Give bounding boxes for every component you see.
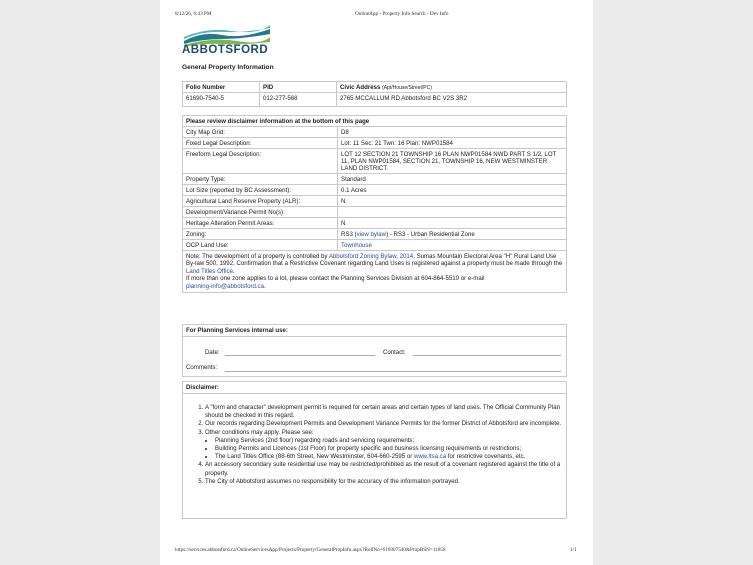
zoning-label: Zoning: <box>183 229 338 240</box>
list-item: 1. A "form and character" development permit is required for certain areas and certain types of land uses. The Official Community Plan should be checked in this regard. <box>205 404 566 420</box>
view-bylaw-link[interactable]: view bylaw <box>356 230 387 238</box>
detail-value <box>338 207 567 218</box>
pid-header: PID <box>260 82 337 93</box>
zoning-description: - RS3 - Urban Residential Zone <box>388 230 475 238</box>
contact-line <box>413 355 561 356</box>
list-item: 5. The City of Abbotsford assumes no responsibility for the accuracy of the information portrayed. <box>205 478 566 486</box>
date-line <box>225 355 375 356</box>
detail-label: Development/Variance Permit No(s): <box>183 207 338 218</box>
list-item: 4. An accessory secondary suite residential use may be restricted/prohibited as the result of a covenant registered against the title of a property. <box>205 461 566 477</box>
disclaimer-notice: Please review disclaimer information at the bottom of this page <box>183 116 567 127</box>
zoning-value: RS3 (view bylaw) - RS3 - Urban Residential Zone <box>338 229 567 240</box>
document-page <box>160 0 593 565</box>
detail-value: Lot: 11 Sec: 21 Twn: 16 Plan: NWP01584 <box>338 138 567 149</box>
detail-value: Standard <box>338 174 567 185</box>
zoning-bylaw-link[interactable]: Abbotsford Zoning Bylaw, 2014 <box>328 252 414 260</box>
planning-email-link[interactable]: planning-info@abbotsford.ca <box>186 282 265 290</box>
detail-label: Fixed Legal Description: <box>183 138 338 149</box>
zoning-note: Note: The development of a property is controlled by Abbotsford Zoning Bylaw, 2014, Sumas Mountain Electoral Area "H" Rural Land Use By-law 500, 1992. Confirmation that a Restrictive Covenant regarding Land Uses is registered against a property must be made through the Land Titles Office. If more than one zone applies to a lot, please contact the Planning Services Division at 604-864-5510 or e-mail planning-info@abbotsford.ca. <box>183 251 567 293</box>
detail-value: 0.1 Acres <box>338 185 567 196</box>
ocp-label: OCP Land Use: <box>183 240 338 251</box>
detail-value: N <box>338 196 567 207</box>
detail-label: Agricultural Land Reserve Property (ALR): <box>183 196 338 207</box>
ltsa-link[interactable]: www.ltsa.ca <box>413 453 447 461</box>
detail-value: D8 <box>338 127 567 138</box>
disclaimer-box <box>182 381 567 519</box>
detail-label: Freeform Legal Description: <box>183 149 338 174</box>
detail-value: LOT 12 SECTION 21 TOWNSHIP 16 PLAN NWP01584 NWD PART S 1/2, LOT 11, PLAN NWP01584, SECTION 21, TOWNSHIP 16, NEW WESTMINSTER LAND DISTRICT. <box>338 149 567 174</box>
contact-label: Contact: <box>383 349 406 356</box>
disclaimer-title: Disclaimer: <box>183 382 566 394</box>
detail-value: N <box>338 218 567 229</box>
planning-internal-use-box <box>182 324 567 377</box>
disclaimer-list <box>183 404 566 486</box>
property-id-table <box>182 81 567 107</box>
list-item: • Planning Services (2nd floor) regarding roads and servicing requirements; <box>215 437 566 445</box>
address-value: 2765 MCCALLUM RD Abbotsford BC V2S 3R2 <box>337 93 567 107</box>
comments-label: Comments: <box>186 364 218 371</box>
print-title: OnlineApp - Property Info Search - Dev Info <box>355 11 449 17</box>
list-item: 3. Other conditions may apply. Please see: • Planning Services (2nd floor) regarding roads and servicing requirements; • Building Permits and Licences (1st Floor) for property specific and business licensing requirements or restrictions; • The Land Titles Office (88-6th Street, New Westminster, 604-660-2595 or www.ltsa.ca for restrictive covenants, etc. <box>205 429 566 462</box>
folio-header: Folio Number <box>183 82 260 93</box>
list-item: 2. Our records regarding Development Permits and Development Variance Permits for the former District of Abbotsford are incomplete. <box>205 420 566 428</box>
folio-value: 61690-7540-5 <box>183 93 260 107</box>
address-header: Civic Address (Apt/House/Street/PC) <box>337 82 567 93</box>
planning-title: For Planning Services internal use: <box>183 325 566 337</box>
date-label: Date: <box>205 349 220 356</box>
print-url: https://services.abbotsford.ca/OnlineServicesApp/Projects/Property/GeneralPropInfo.aspx?RollNo=616907540&PropRSN=11858 <box>175 547 446 553</box>
land-titles-office-link[interactable]: Land Titles Office <box>186 267 233 275</box>
property-details-table <box>182 115 567 293</box>
detail-label: Lot Size (reported by BC Assessment): <box>183 185 338 196</box>
logo-wordmark: ABBOTSFORD <box>182 44 269 56</box>
detail-label: Heritage Alteration Permit Areas: <box>183 218 338 229</box>
page-number: 1/1 <box>570 547 577 553</box>
detail-label: City Map Grid: <box>183 127 338 138</box>
zoning-code: RS3 <box>341 230 353 238</box>
comments-line <box>225 371 561 372</box>
list-item: • The Land Titles Office (88-6th Street, New Westminster, 604-660-2595 or www.ltsa.ca for restrictive covenants, etc. <box>215 453 566 461</box>
list-item: • Building Permits and Licences (1st Floor) for property specific and business licensing requirements or restrictions; <box>215 445 566 453</box>
pid-value: 012-277-568 <box>260 93 337 107</box>
print-datetime: 8/12/26, 6:43 PM <box>175 11 212 17</box>
conditions-list <box>205 437 566 462</box>
detail-label: Property Type: <box>183 174 338 185</box>
ocp-townhouse-link[interactable]: Townhouse <box>341 241 372 249</box>
page-title: General Property Information <box>182 64 274 71</box>
